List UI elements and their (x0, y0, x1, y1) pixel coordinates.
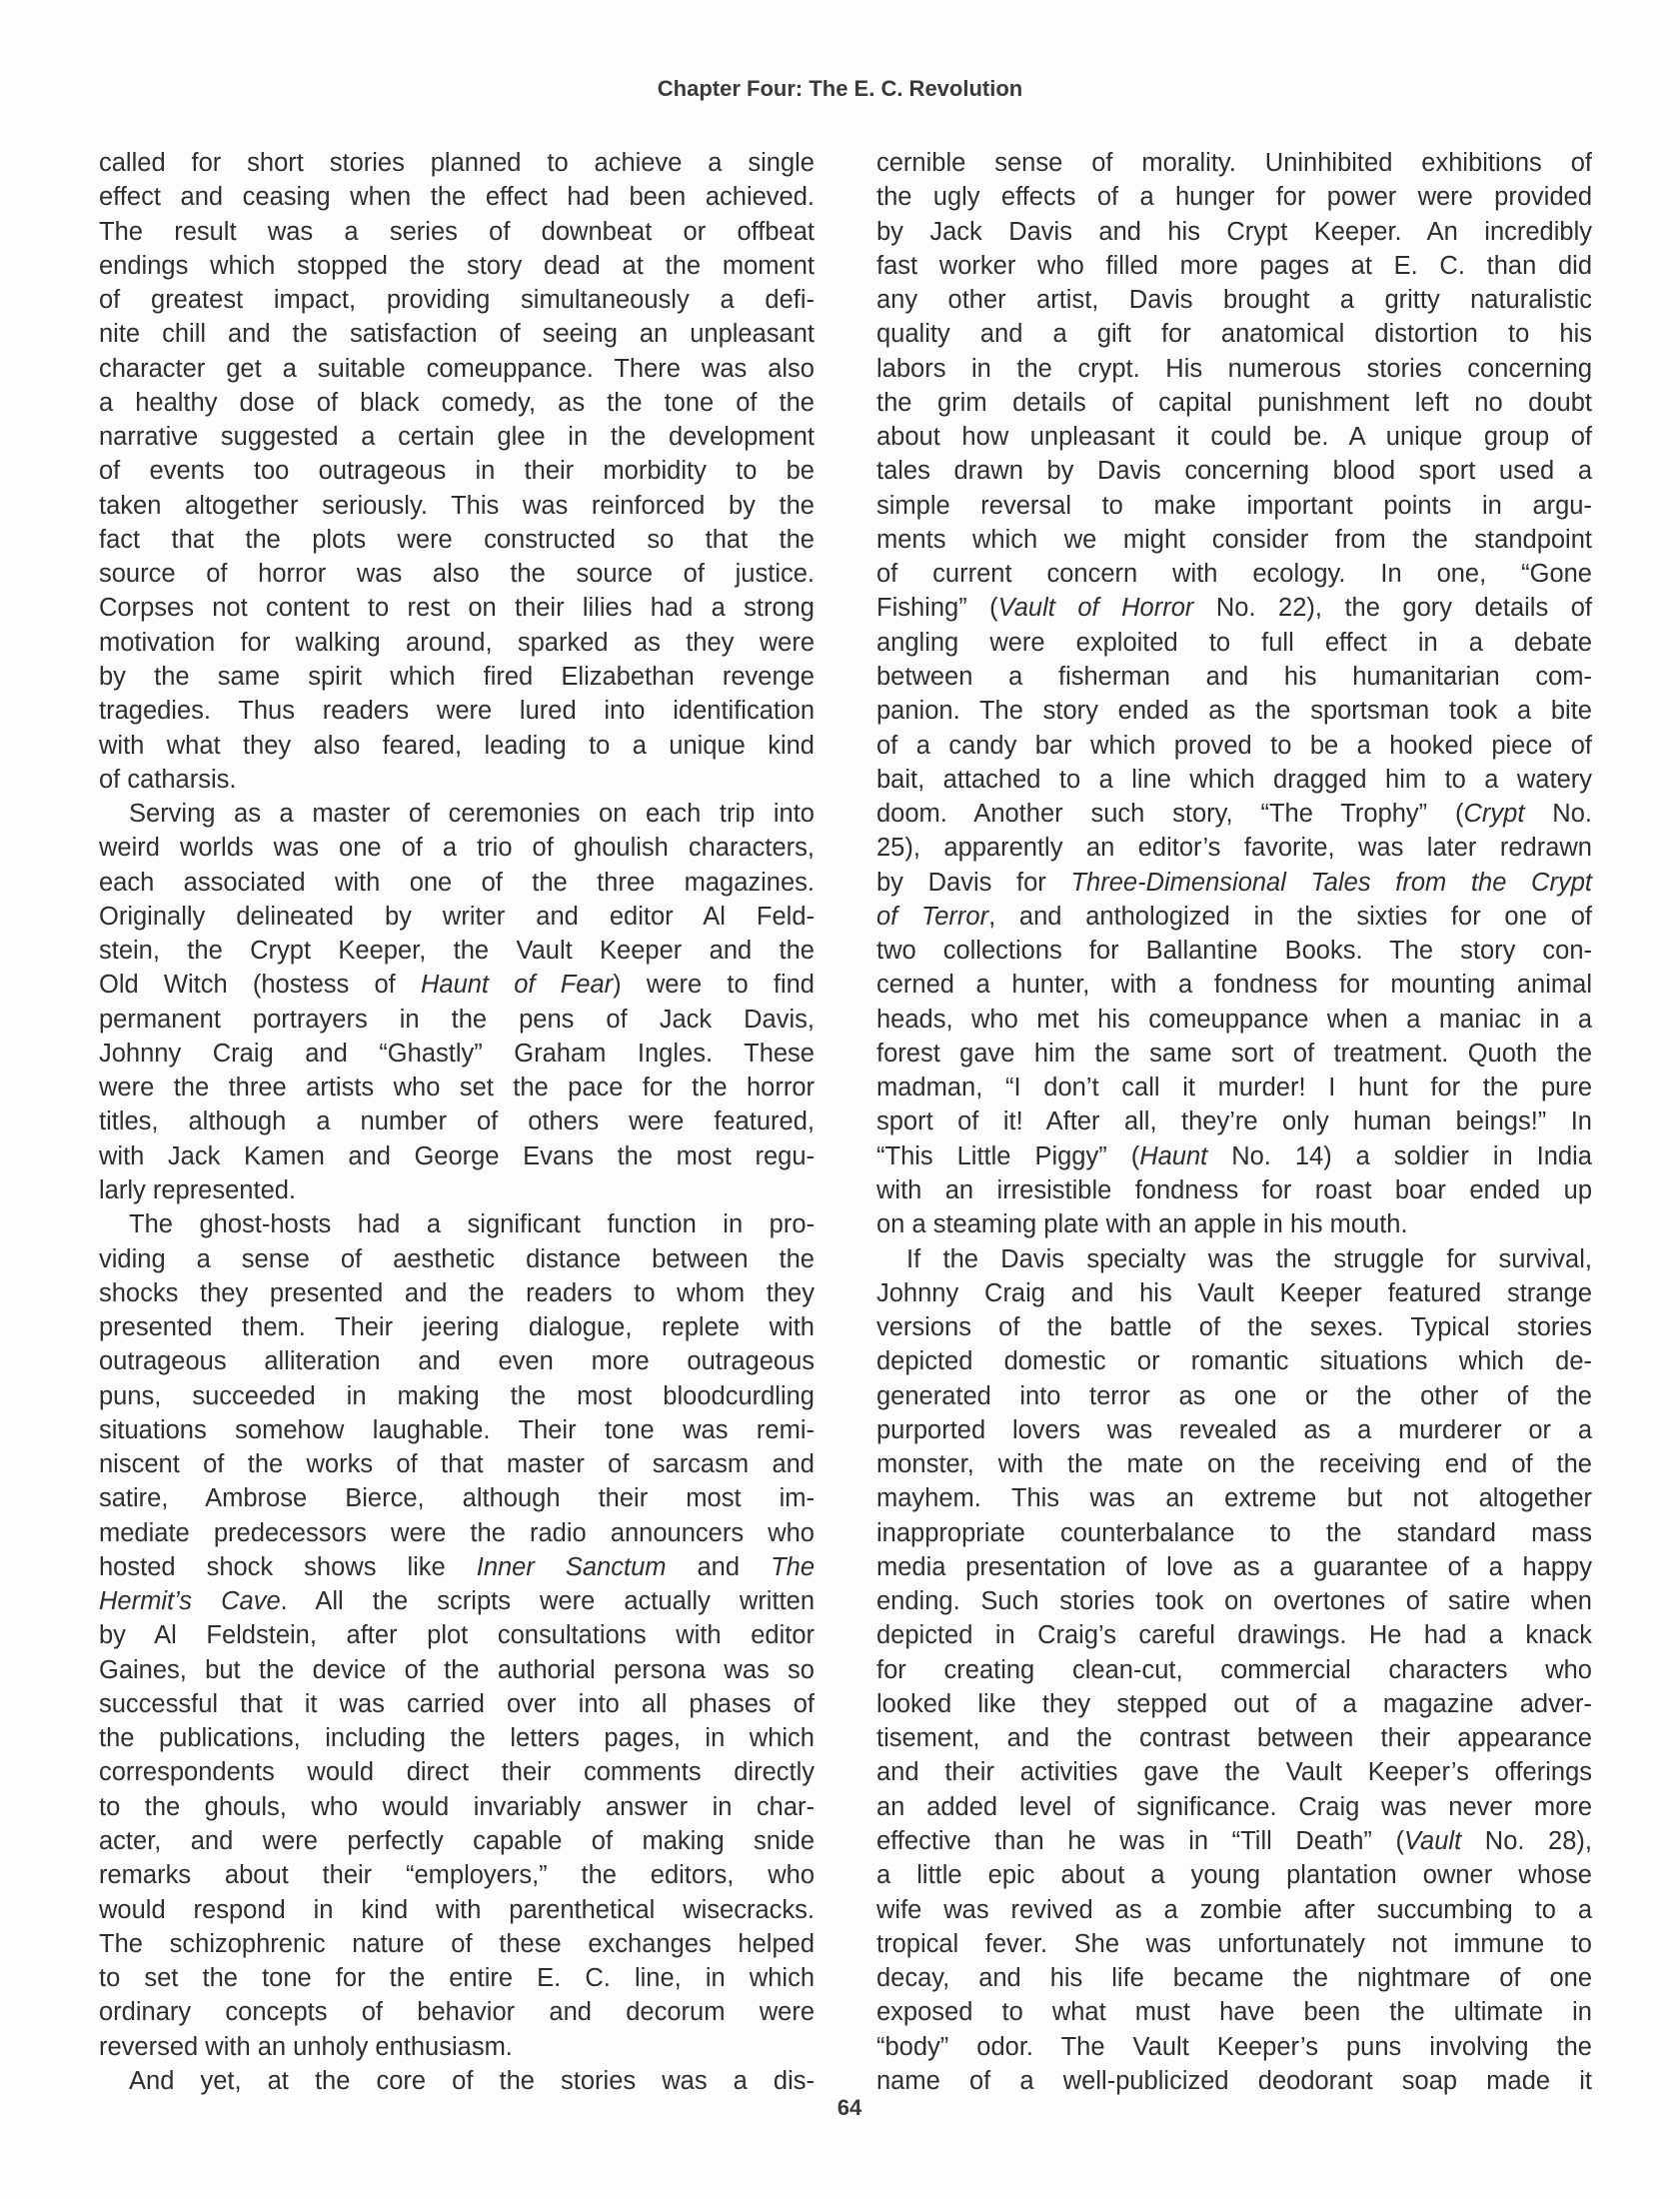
text-segment: ments which we might consider from the standpoint (876, 525, 1592, 554)
text-segment: cernible sense of morality. Uninhibited exhibitions of (876, 149, 1592, 177)
text-line (876, 454, 1592, 488)
text-segment: with what they also feared, leading to a unique kind (99, 731, 815, 760)
text-segment: And yet, at the core of the stories was a dis- (129, 2066, 815, 2095)
text-line (99, 1173, 815, 1207)
text-line (99, 1653, 815, 1687)
text-segment: looked like they stepped out of a magazine adver- (876, 1689, 1592, 1718)
text-segment: puns, succeeded in making the most bloodcurdling (99, 1381, 815, 1410)
text-line (876, 146, 1592, 180)
text-segment: media presentation of love as a guarantee of a happy (876, 1552, 1592, 1581)
text-line (876, 1207, 1592, 1241)
text-line (99, 591, 815, 625)
text-line (99, 283, 815, 317)
text-line (99, 1071, 815, 1104)
text-segment: angling were exploited to full effect in a debate (876, 628, 1592, 657)
text-segment: 25), apparently an editor’s favorite, was later redrawn (876, 834, 1592, 863)
text-line (876, 1037, 1592, 1071)
text-line (99, 763, 815, 797)
text-line (99, 1413, 815, 1447)
text-line (99, 2064, 815, 2098)
text-segment: tisement, and the contrast between their appearance (876, 1724, 1592, 1753)
text-line (876, 1653, 1592, 1687)
italic-title: Vault (1404, 1827, 1462, 1856)
text-segment: the grim details of capital punishment left no doubt (876, 388, 1592, 417)
text-segment: ordinary concepts of behavior and decorum were (99, 1998, 815, 2027)
text-line (99, 729, 815, 763)
italic-title: Haunt of Fear (420, 971, 614, 1000)
text-line (876, 1995, 1592, 2029)
text-segment: tragedies. Thus readers were lured into identification (99, 697, 815, 726)
text-line (876, 489, 1592, 523)
text-line (99, 831, 815, 865)
text-line (99, 1927, 815, 1961)
text-segment: reversed with an unholy enthusiasm. (99, 2032, 513, 2061)
text-segment: forest gave him the same sort of treatment. Quoth the (876, 1039, 1592, 1068)
text-line (99, 1995, 815, 2029)
text-line (876, 1687, 1592, 1721)
text-line (99, 1687, 815, 1721)
text-segment: The ghost-hosts had a significant function in pro- (129, 1210, 815, 1239)
text-segment: fact that the plots were constructed so that the (99, 525, 815, 554)
text-segment: versions of the battle of the sexes. Typical stories (876, 1313, 1592, 1342)
text-segment: “body” odor. The Vault Keeper’s puns involving the (876, 2032, 1592, 2061)
text-line (876, 215, 1592, 249)
text-line (99, 1276, 815, 1310)
text-line (876, 1481, 1592, 1515)
italic-title: Three-Dimensional Tales from the Crypt (1070, 868, 1592, 897)
text-line (99, 1755, 815, 1789)
text-line (876, 420, 1592, 454)
text-line (876, 934, 1592, 968)
text-line (99, 1379, 815, 1413)
text-line (876, 1071, 1592, 1104)
right-column (876, 146, 1592, 2098)
text-line (99, 1139, 815, 1173)
text-line (876, 1584, 1592, 1618)
text-line (99, 489, 815, 523)
text-segment: name of a well-publicized deodorant soap made it (876, 2066, 1592, 2095)
text-line (876, 1447, 1592, 1481)
text-segment: The result was a series of downbeat or offbeat (99, 217, 815, 246)
italic-title: Vault of Horror (997, 594, 1194, 623)
text-segment: sport of it! After all, they’re only human beings!” In (876, 1107, 1592, 1136)
text-segment: Serving as a master of ceremonies on each trip into (129, 800, 815, 829)
text-segment: hosted shock shows like (99, 1552, 477, 1581)
text-segment: panion. The story ended as the sportsman took a bite (876, 697, 1592, 726)
text-segment: exposed to what must have been the ultimate in (876, 1998, 1592, 2027)
page-number: 64 (837, 2095, 862, 2120)
text-segment: purported lovers was revealed as a murderer or a (876, 1415, 1592, 1444)
text-line (99, 1447, 815, 1481)
text-segment: heads, who met his comeuppance when a maniac in a (876, 1005, 1592, 1034)
text-line (99, 1790, 815, 1824)
text-line (876, 900, 1592, 934)
text-line (99, 1242, 815, 1276)
italic-title: Crypt (1463, 800, 1525, 829)
text-segment: a little epic about a young plantation owner whose (876, 1861, 1592, 1890)
text-line (99, 523, 815, 557)
text-line (99, 934, 815, 968)
text-line (876, 1721, 1592, 1755)
text-line (99, 146, 815, 180)
text-segment: character get a suitable comeuppance. There was also (99, 354, 815, 383)
text-segment: of a candy bar which proved to be a hooked piece of (876, 731, 1592, 760)
text-line (876, 283, 1592, 317)
text-line (876, 694, 1592, 728)
text-line (876, 866, 1592, 900)
text-line (99, 215, 815, 249)
text-line (99, 1481, 815, 1515)
text-segment: tales drawn by Davis concerning blood sport used a (876, 457, 1592, 486)
text-segment: ending. Such stories took on overtones of satire when (876, 1587, 1592, 1616)
text-segment: quality and a gift for anatomical distortion to his (876, 320, 1592, 349)
text-segment: doom. Another such story, “The Trophy” ( (876, 800, 1464, 829)
text-line (99, 626, 815, 660)
text-segment: Originally delineated by writer and editor Al Feld- (99, 902, 815, 931)
text-line (876, 557, 1592, 591)
text-segment: Johnny Craig and “Ghastly” Graham Ingles. These (99, 1039, 815, 1068)
text-segment: viding a sense of aesthetic distance between the (99, 1244, 815, 1273)
text-line (99, 1207, 815, 1241)
italic-title: Haunt (1139, 1141, 1208, 1170)
text-segment: simple reversal to make important points in argu- (876, 491, 1592, 520)
text-segment: larly represented. (99, 1175, 297, 1204)
text-segment: Johnny Craig and his Vault Keeper featured strange (876, 1278, 1592, 1307)
text-line (876, 660, 1592, 694)
text-segment: by Davis for (876, 868, 1071, 897)
text-line (876, 1961, 1592, 1995)
text-segment: If the Davis specialty was the struggle for survival, (906, 1244, 1592, 1273)
text-line (99, 1516, 815, 1550)
text-line (876, 1516, 1592, 1550)
text-segment: of catharsis. (99, 765, 237, 794)
text-segment: ) were to find (613, 971, 815, 1000)
text-segment: effect and ceasing when the effect had been achieved. (99, 183, 815, 212)
text-segment: the publications, including the letters pages, in which (99, 1724, 815, 1753)
text-line (99, 249, 815, 283)
text-segment: inappropriate counterbalance to the standard mass (876, 1518, 1592, 1547)
text-line (99, 1037, 815, 1071)
text-segment: niscent of the works of that master of sarcasm and (99, 1450, 815, 1479)
text-segment: The schizophrenic nature of these exchanges helped (99, 1929, 815, 1958)
text-line (99, 1584, 815, 1618)
text-segment: by the same spirit which fired Elizabethan revenge (99, 662, 815, 691)
text-segment: monster, with the mate on the receiving end of the (876, 1450, 1592, 1479)
text-line (99, 352, 815, 386)
running-header: Chapter Four: The E. C. Revolution (657, 76, 1023, 101)
text-segment: No. 28), (1461, 1827, 1592, 1856)
text-segment: depicted domestic or romantic situations which de- (876, 1347, 1592, 1376)
text-line (876, 180, 1592, 214)
text-segment: source of horror was also the source of justice. (99, 560, 815, 589)
text-segment: the ugly effects of a hunger for power were provided (876, 183, 1592, 212)
text-segment: depicted in Craig’s careful drawings. He had a knack (876, 1621, 1592, 1650)
italic-title: of Terror (876, 902, 989, 931)
text-line (876, 1104, 1592, 1138)
text-segment: wife was revived as a zombie after succumbing to a (876, 1895, 1592, 1924)
text-line (99, 797, 815, 831)
text-segment: on a steaming plate with an apple in his mouth. (876, 1210, 1408, 1239)
text-line (876, 1344, 1592, 1378)
text-segment: generated into terror as one or the other of the (876, 1381, 1592, 1410)
text-segment: between a fisherman and his humanitarian com- (876, 662, 1592, 691)
text-line (99, 1003, 815, 1037)
text-segment: situations somehow laughable. Their tone was remi- (99, 1415, 815, 1444)
text-segment: each associated with one of the three magazines. (99, 868, 815, 897)
text-line (99, 317, 815, 351)
text-line (876, 386, 1592, 420)
text-line (99, 454, 815, 488)
italic-title: Hermit’s Cave (99, 1587, 281, 1616)
text-line (99, 866, 815, 900)
text-segment: of events too outrageous in their morbidity to be (99, 457, 815, 486)
text-segment: an added level of significance. Craig was never more (876, 1792, 1592, 1821)
text-segment: acter, and were perfectly capable of making snide (99, 1827, 815, 1856)
text-line (876, 2064, 1592, 2098)
italic-title: Inner Sanctum (476, 1552, 667, 1581)
text-line (876, 1173, 1592, 1207)
text-segment: Old Witch (hostess of (99, 971, 421, 1000)
text-line (876, 1927, 1592, 1961)
text-line (876, 1618, 1592, 1652)
text-line (876, 1276, 1592, 1310)
text-line (99, 420, 815, 454)
text-line (876, 523, 1592, 557)
text-segment: mediate predecessors were the radio announcers who (99, 1518, 815, 1547)
text-line (876, 591, 1592, 625)
text-segment: motivation for walking around, sparked as they were (99, 628, 815, 657)
text-line (99, 968, 815, 1002)
text-line (99, 1721, 815, 1755)
text-line (99, 1310, 815, 1344)
text-segment: . All the scripts were actually written (280, 1587, 816, 1616)
text-segment: by Al Feldstein, after plot consultations with editor (99, 1621, 815, 1650)
text-line (876, 249, 1592, 283)
text-segment: narrative suggested a certain glee in the development (99, 423, 815, 452)
text-segment: “This Little Piggy” ( (876, 1141, 1140, 1170)
text-segment: were the three artists who set the pace for the horror (99, 1074, 815, 1102)
text-line (876, 763, 1592, 797)
text-segment: two collections for Ballantine Books. The story con- (876, 937, 1592, 966)
text-segment: No. 14) a soldier in India (1207, 1141, 1592, 1170)
text-line (876, 2030, 1592, 2064)
text-line (876, 1139, 1592, 1173)
text-segment: titles, although a number of others were featured, (99, 1107, 815, 1136)
text-segment: endings which stopped the story dead at the moment (99, 251, 815, 280)
text-segment: satire, Ambrose Bierce, although their most im- (99, 1484, 815, 1513)
text-line (876, 831, 1592, 865)
text-segment: Gaines, but the device of the authorial persona was so (99, 1655, 815, 1684)
text-line (99, 1824, 815, 1858)
text-segment: of greatest impact, providing simultaneously a defi- (99, 286, 815, 315)
text-line (99, 1893, 815, 1927)
text-line (99, 694, 815, 728)
text-line (99, 557, 815, 591)
text-segment: stein, the Crypt Keeper, the Vault Keeper and the (99, 937, 815, 966)
text-segment: nite chill and the satisfaction of seeing an unpleasant (99, 320, 815, 349)
left-column (99, 146, 815, 2098)
text-segment: cerned a hunter, with a fondness for mounting animal (876, 971, 1592, 1000)
text-segment: would respond in kind with parenthetical wisecracks. (99, 1895, 815, 1924)
text-line (876, 626, 1592, 660)
text-line (99, 1104, 815, 1138)
text-line (876, 1413, 1592, 1447)
text-line (876, 1003, 1592, 1037)
text-segment: taken altogether seriously. This was reinforced by the (99, 491, 815, 520)
text-segment: with an irresistible fondness for roast boar ended up (876, 1175, 1592, 1204)
text-line (99, 1858, 815, 1892)
text-line (99, 1618, 815, 1652)
text-segment: and their activities gave the Vault Keeper’s offerings (876, 1758, 1592, 1787)
text-segment: and (666, 1552, 772, 1581)
text-segment: to set the tone for the entire E. C. line, in which (99, 1964, 815, 1993)
text-line (99, 1550, 815, 1584)
text-line (876, 968, 1592, 1002)
text-line (876, 1824, 1592, 1858)
text-line (99, 386, 815, 420)
text-segment: permanent portrayers in the pens of Jack Davis, (99, 1005, 815, 1034)
text-segment: correspondents would direct their comments directly (99, 1758, 815, 1787)
text-line (876, 1893, 1592, 1927)
text-segment: successful that it was carried over into all phases of (99, 1689, 815, 1718)
text-line (876, 729, 1592, 763)
text-segment: bait, attached to a line which dragged him to a watery (876, 765, 1592, 794)
text-segment: tropical fever. She was unfortunately not immune to (876, 1929, 1592, 1958)
text-line (99, 900, 815, 934)
text-segment: by Jack Davis and his Crypt Keeper. An incredibly (876, 217, 1592, 246)
text-segment: Corpses not content to rest on their lilies had a strong (99, 594, 815, 623)
italic-title: The (771, 1552, 816, 1581)
text-segment: for creating clean-cut, commercial characters who (876, 1655, 1592, 1684)
text-line (99, 1961, 815, 1995)
text-line (876, 317, 1592, 351)
text-line (876, 1858, 1592, 1892)
text-segment: weird worlds was one of a trio of ghoulish characters, (99, 834, 815, 863)
text-line (876, 352, 1592, 386)
text-segment: presented them. Their jeering dialogue, replete with (99, 1313, 815, 1342)
text-segment: to the ghouls, who would invariably answer in char- (99, 1792, 815, 1821)
text-segment: , and anthologized in the sixties for one of (988, 902, 1592, 931)
text-segment: mayhem. This was an extreme but not altogether (876, 1484, 1592, 1513)
text-segment: labors in the crypt. His numerous stories concerning (876, 354, 1592, 383)
text-line (99, 2030, 815, 2064)
text-segment: Fishing” ( (876, 594, 998, 623)
text-line (876, 1379, 1592, 1413)
text-segment: called for short stories planned to achieve a single (99, 149, 815, 177)
text-segment: a healthy dose of black comedy, as the tone of the (99, 388, 815, 417)
text-line (876, 797, 1592, 831)
text-line (99, 660, 815, 694)
text-line (876, 1242, 1592, 1276)
text-segment: shocks they presented and the readers to whom they (99, 1278, 815, 1307)
text-line (99, 1344, 815, 1378)
text-segment: with Jack Kamen and George Evans the most regu- (99, 1141, 815, 1170)
text-line (876, 1790, 1592, 1824)
text-segment: about how unpleasant it could be. A unique group of (876, 423, 1592, 452)
text-line (99, 180, 815, 214)
text-segment: of current concern with ecology. In one, “Gone (876, 560, 1592, 589)
text-line (876, 1755, 1592, 1789)
text-line (876, 1550, 1592, 1584)
text-segment: effective than he was in “Till Death” ( (876, 1827, 1404, 1856)
text-segment: fast worker who filled more pages at E. C. than did (876, 251, 1592, 280)
text-segment: No. 22), the gory details of (1193, 594, 1592, 623)
text-segment: any other artist, Davis brought a gritty naturalistic (876, 286, 1592, 315)
text-segment: outrageous alliteration and even more outrageous (99, 1347, 815, 1376)
text-segment: madman, “I don’t call it murder! I hunt for the pure (876, 1074, 1592, 1102)
text-segment: decay, and his life became the nightmare of one (876, 1964, 1592, 1993)
text-segment: No. (1524, 800, 1592, 829)
text-segment: remarks about their “employers,” the editors, who (99, 1861, 815, 1890)
text-line (876, 1310, 1592, 1344)
